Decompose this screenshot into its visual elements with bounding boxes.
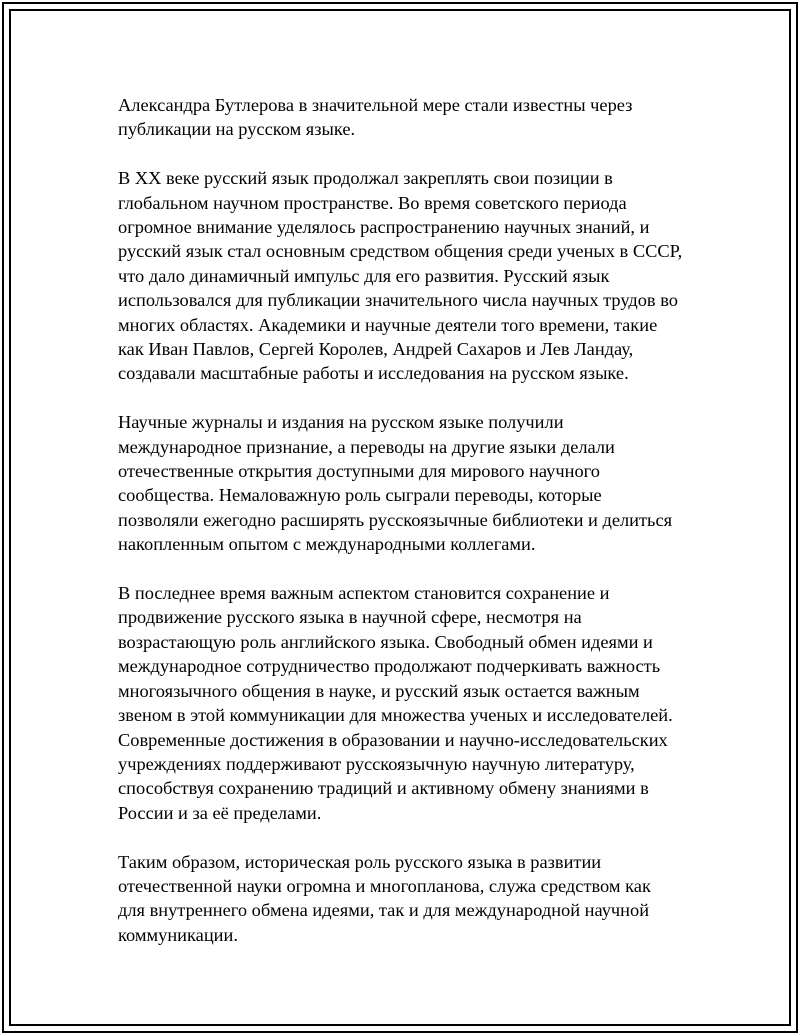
- paragraph-2: В XX веке русский язык продолжал закреплять свои позиции в глобальном научном пространстве. Во время советского периода огромное внимание уделялось распространению научных знаний, и русский язык стал основным средством общения среди ученых в СССР, что дало динамичный импульс для его развития. Русский язык использовался для публикации значительного числа научных трудов во многих областях. Академики и научные деятели того времени, такие как Иван Павлов, Сергей Королев, Андрей Сахаров и Лев Ландау, создавали масштабные работы и исследования на русском языке.: [118, 168, 683, 384]
- paragraph-3: Научные журналы и издания на русском языке получили международное признание, а переводы на другие языки делали отечественные открытия доступными для мирового научного сообщества. Немаловажную роль сыграли переводы, которые позволяли ежегодно расширять русскоязычные библиотеки и делиться накопленным опытом с международными коллегами.: [118, 412, 673, 555]
- paragraph-1: Александра Бутлерова в значительной мере стали известны через публикации на русском языке.: [118, 95, 633, 140]
- paragraph-5: Таким образом, историческая роль русского языка в развитии отечественной науки огромна и многопланова, служа средством как для внутреннего обмена идеями, так и для международной научной коммуникации.: [118, 851, 651, 945]
- document-body: [118, 93, 708, 972]
- paragraph-4: В последнее время важным аспектом становится сохранение и продвижение русского языка в научной сфере, несмотря на возрастающую роль английского языка. Свободный обмен идеями и международное сотрудничество продолжают подчеркивать важность многоязычного общения в науке, и русский язык остается важным звеном в этой коммуникации для множества ученых и исследователей. Современные достижения в образовании и научно-исследовательских учреждениях поддерживают русскоязычную научную литературу, способствуя сохранению традиций и активному обмену знаниями в России и за её пределами.: [118, 583, 673, 823]
